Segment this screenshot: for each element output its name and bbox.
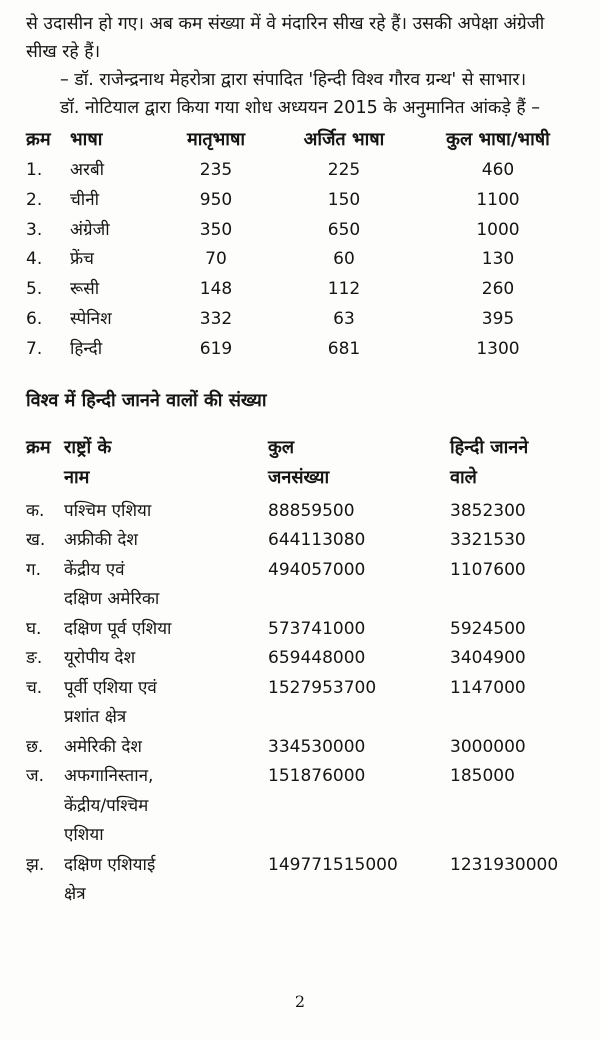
- language-table-row: [26, 275, 578, 305]
- serial-cell: 1.: [26, 160, 43, 180]
- hindi-knowers-cell: 3000000: [450, 736, 526, 757]
- language-cell: अंग्रेजी: [70, 219, 110, 240]
- hindi-knowers-cell: 185000: [450, 766, 515, 787]
- acquired-cell: 112: [327, 279, 361, 300]
- nation-name-line: दक्षिण पूर्व एशिया: [64, 618, 172, 639]
- nation-table-row: [26, 615, 578, 645]
- mother-tongue-cell: 950: [199, 189, 233, 210]
- serial-cell: ख.: [26, 530, 46, 551]
- acquired-cell: 63: [333, 308, 355, 329]
- header-language: भाषा: [70, 129, 103, 150]
- hindi-knowers-cell: 5924500: [450, 618, 526, 639]
- nation-table-row: [26, 851, 578, 910]
- nation-table-row: [26, 497, 578, 527]
- nation-name-line: एशिया: [64, 825, 104, 846]
- nation-name-line: अफ्रीकी देश: [64, 530, 138, 551]
- language-cell: फ्रेंच: [70, 249, 94, 270]
- serial-cell: 4.: [26, 249, 43, 270]
- language-cell: हिन्दी: [70, 338, 103, 359]
- serial-cell: क.: [26, 500, 45, 521]
- total-population-cell: 573741000: [268, 618, 366, 639]
- nation-name-line: क्षेत्र: [64, 884, 86, 905]
- serial-cell: घ.: [26, 618, 42, 639]
- total-population-cell: 659448000: [268, 648, 366, 669]
- header-hindi-knowers-line1: हिन्दी जानने: [450, 436, 529, 458]
- total-population-cell: 88859500: [268, 500, 355, 521]
- nation-table-row: [26, 674, 578, 733]
- nation-name-cell: [64, 851, 268, 910]
- hindi-knowers-cell: 3852300: [450, 500, 526, 521]
- nation-name-cell: [64, 526, 268, 556]
- header-nation-name-line2: नाम: [64, 466, 90, 488]
- nation-name-cell: [64, 733, 268, 763]
- serial-cell: 2.: [26, 189, 43, 210]
- header-total-population: [268, 433, 450, 497]
- language-cell: रूसी: [70, 279, 100, 300]
- header-serial-text: क्रम: [26, 436, 51, 458]
- total-cell: 1000: [476, 219, 520, 240]
- header-acquired-language: अर्जित भाषा: [303, 129, 385, 150]
- nation-name-line: पश्चिम एशिया: [64, 500, 152, 521]
- total-cell: 395: [481, 308, 515, 329]
- nation-name-line: यूरोपीय देश: [64, 648, 136, 669]
- total-population-cell: 644113080: [268, 530, 366, 551]
- acquired-cell: 681: [327, 338, 361, 359]
- header-hindi-knowers: [450, 433, 578, 497]
- serial-cell: छ.: [26, 736, 44, 757]
- acquired-cell: 225: [327, 160, 361, 180]
- language-table-row: [26, 245, 578, 275]
- nation-table-row: [26, 733, 578, 763]
- language-table-header-row: [26, 126, 578, 156]
- nation-name-line: अफगानिस्तान,: [64, 766, 154, 787]
- total-cell: 260: [481, 279, 515, 300]
- nation-name-cell: [64, 644, 268, 674]
- document-page: [26, 10, 578, 910]
- language-cell: स्पेनिश: [70, 308, 112, 329]
- nation-name-line: दक्षिण अमेरिका: [64, 589, 160, 610]
- header-mother-tongue: मातृभाषा: [186, 129, 246, 150]
- acquired-cell: 650: [327, 219, 361, 240]
- nation-table-row: [26, 556, 578, 615]
- language-table-row: [26, 186, 578, 216]
- nation-name-line: पूर्वी एशिया एवं: [64, 677, 157, 698]
- mother-tongue-cell: 332: [199, 308, 233, 329]
- header-total-population-line1: कुल: [268, 436, 295, 458]
- nation-name-line: अमेरिकी देश: [64, 736, 142, 757]
- hindi-knowers-cell: 1107600: [450, 559, 526, 580]
- header-total-speakers: कुल भाषा/भाषी: [446, 129, 550, 150]
- mother-tongue-cell: 70: [205, 249, 227, 270]
- header-nation-name-line1: राष्ट्रों के: [64, 436, 112, 458]
- serial-cell: 3.: [26, 219, 43, 240]
- nation-table-row: [26, 526, 578, 556]
- header-serial: क्रम: [26, 129, 51, 150]
- mother-tongue-cell: 235: [199, 160, 233, 180]
- language-cell: चीनी: [70, 189, 100, 210]
- nation-table: [26, 433, 578, 910]
- total-population-cell: 149771515000: [268, 854, 398, 875]
- intro-paragraph: से उदासीन हो गए। अब कम संख्या में वे मंदारिन सीख रहे हैं। उसकी अपेक्षा अंग्रेजी सीख रहे हैं।: [26, 14, 545, 62]
- page-number: 2: [294, 992, 306, 1011]
- nation-table-row: [26, 762, 578, 851]
- nation-name-cell: [64, 674, 268, 733]
- total-population-cell: 151876000: [268, 766, 366, 787]
- serial-cell: ङ.: [26, 648, 43, 669]
- total-population-cell: 494057000: [268, 559, 366, 580]
- total-cell: 1100: [476, 189, 520, 210]
- serial-cell: ग.: [26, 559, 41, 580]
- acquired-cell: 150: [327, 189, 361, 210]
- nation-name-line: केंद्रीय एवं: [64, 559, 125, 580]
- citation-paragraph: – डॉ. राजेन्द्रनाथ मेहरोत्रा द्वारा संपादित 'हिन्दी विश्व गौरव ग्रन्थ' से साभार।: [60, 70, 527, 90]
- mother-tongue-cell: 619: [199, 338, 233, 359]
- nation-name-cell: [64, 556, 268, 615]
- language-cell: अरबी: [70, 160, 105, 180]
- nation-name-cell: [64, 497, 268, 527]
- hindi-knowers-cell: 3321530: [450, 530, 526, 551]
- total-cell: 1300: [476, 338, 520, 359]
- estimate-intro-paragraph: डॉ. नोटियाल द्वारा किया गया शोध अध्ययन 2015 के अनुमानित आंकड़े हैं –: [60, 98, 540, 118]
- header-nation-name: [64, 433, 268, 497]
- total-cell: 130: [481, 249, 515, 270]
- mother-tongue-cell: 350: [199, 219, 233, 240]
- acquired-cell: 60: [333, 249, 355, 270]
- nation-name-line: प्रशांत क्षेत्र: [64, 707, 127, 728]
- mother-tongue-cell: 148: [199, 279, 233, 300]
- language-table-row: [26, 216, 578, 246]
- serial-cell: 5.: [26, 279, 43, 300]
- nation-name-cell: [64, 615, 268, 645]
- total-population-cell: 1527953700: [268, 677, 377, 698]
- serial-cell: च.: [26, 677, 43, 698]
- nation-name-line: केंद्रीय/पश्चिम: [64, 795, 149, 816]
- header-serial: [26, 433, 64, 497]
- section-heading: विश्व में हिन्दी जानने वालों की संख्या: [26, 389, 267, 411]
- serial-cell: ज.: [26, 766, 45, 787]
- language-table-row: [26, 156, 578, 186]
- nation-table-row: [26, 644, 578, 674]
- header-hindi-knowers-line2: वाले: [450, 466, 477, 488]
- language-table: [26, 126, 578, 365]
- total-cell: 460: [481, 160, 515, 180]
- nation-table-header-row: [26, 433, 578, 497]
- hindi-knowers-cell: 1231930000: [450, 854, 559, 875]
- hindi-knowers-cell: 1147000: [450, 677, 526, 698]
- language-table-row: [26, 335, 578, 365]
- nation-name-line: दक्षिण एशियाई: [64, 854, 156, 875]
- hindi-knowers-cell: 3404900: [450, 648, 526, 669]
- serial-cell: झ.: [26, 854, 45, 875]
- header-total-population-line2: जनसंख्या: [268, 466, 330, 488]
- serial-cell: 7.: [26, 338, 43, 359]
- language-table-row: [26, 305, 578, 335]
- nation-name-cell: [64, 762, 268, 851]
- total-population-cell: 334530000: [268, 736, 366, 757]
- serial-cell: 6.: [26, 308, 43, 329]
